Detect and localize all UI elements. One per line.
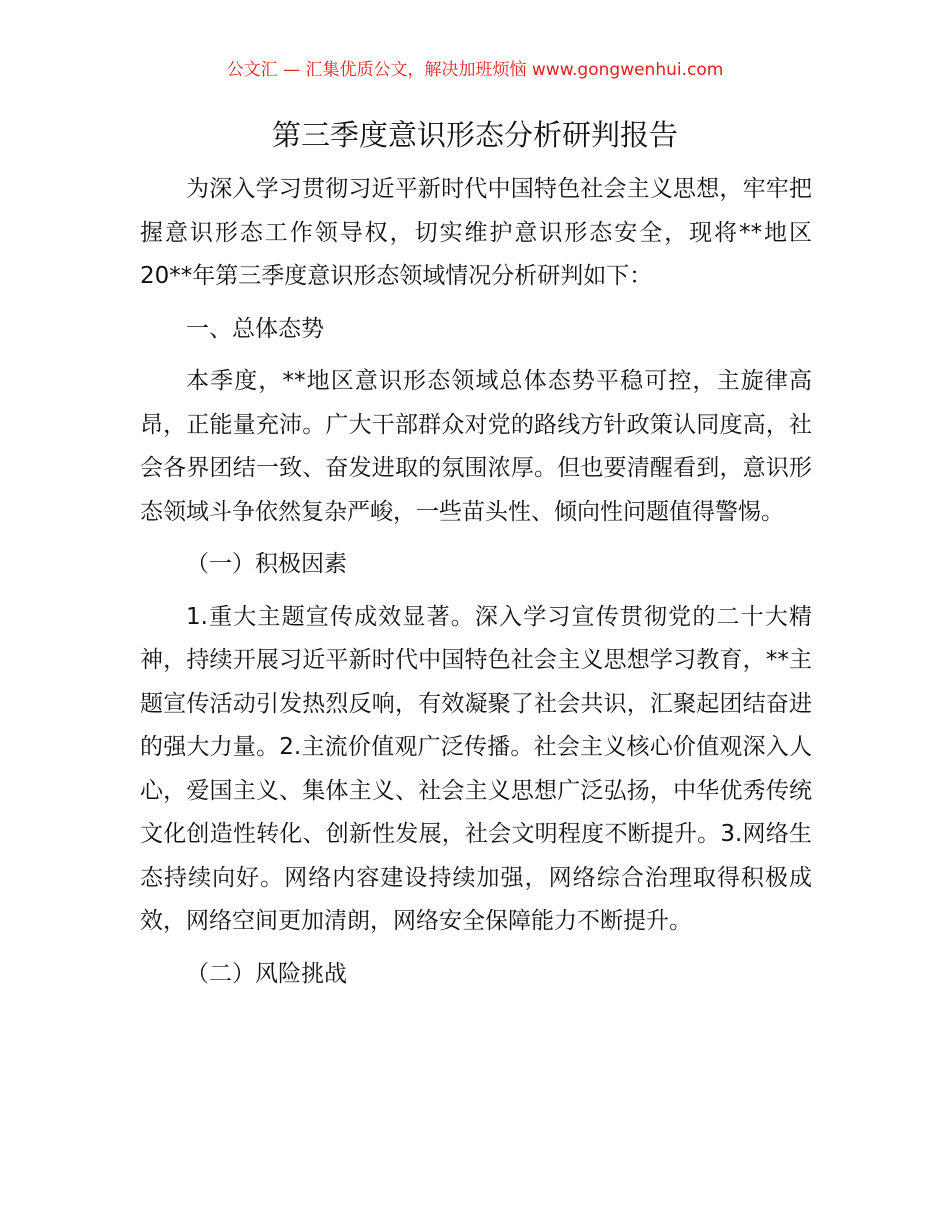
section-heading-overall-situation: 一、总体态势 <box>186 315 324 342</box>
document-body <box>140 168 812 996</box>
positive-factors-paragraph: 1.重大主题宣传成效显著。深入学习宣传贯彻党的二十大精神，持续开展习近平新时代中国特色社会主义思想学习教育，**主题宣传活动引发热烈反响，有效凝聚了社会共识，汇聚起团结奋进的强大力量。2.主流价值观广泛传播。社会主义核心价值观深入人心，爱国主义、集体主义、社会主义思想广泛弘扬，中华优秀传统文化创造性转化、创新性发展，社会文明程度不断提升。3.网络生态持续向好。网络内容建设持续加强，网络综合治理取得积极成效，网络空间更加清朗，网络安全保障能力不断提升。 <box>140 603 812 934</box>
subsection-heading-positive-factors: （一）积极因素 <box>186 551 347 577</box>
document-title: 第三季度意识形态分析研判报告 <box>271 118 678 152</box>
site-banner[interactable]: 公文汇 — 汇集优质公文，解决加班烦恼 www.gongwenhui.com <box>226 60 724 80</box>
overall-situation-paragraph: 本季度，**地区意识形态领域总体态势平稳可控，主旋律高昂，正能量充沛。广大干部群众对党的路线方针政策认同度高，社会各界团结一致、奋发进取的氛围浓厚。但也要清醒看到，意识形态领域斗争依然复杂严峻，一些苗头性、倾向性问题值得警惕。 <box>140 368 812 525</box>
intro-paragraph: 为深入学习贯彻习近平新时代中国特色社会主义思想，牢牢把握意识形态工作领导权，切实维护意识形态安全，现将**地区 20**年第三季度意识形态领域情况分析研判如下： <box>140 176 812 289</box>
subsection-heading-risks-challenges: （二）风险挑战 <box>186 960 347 987</box>
